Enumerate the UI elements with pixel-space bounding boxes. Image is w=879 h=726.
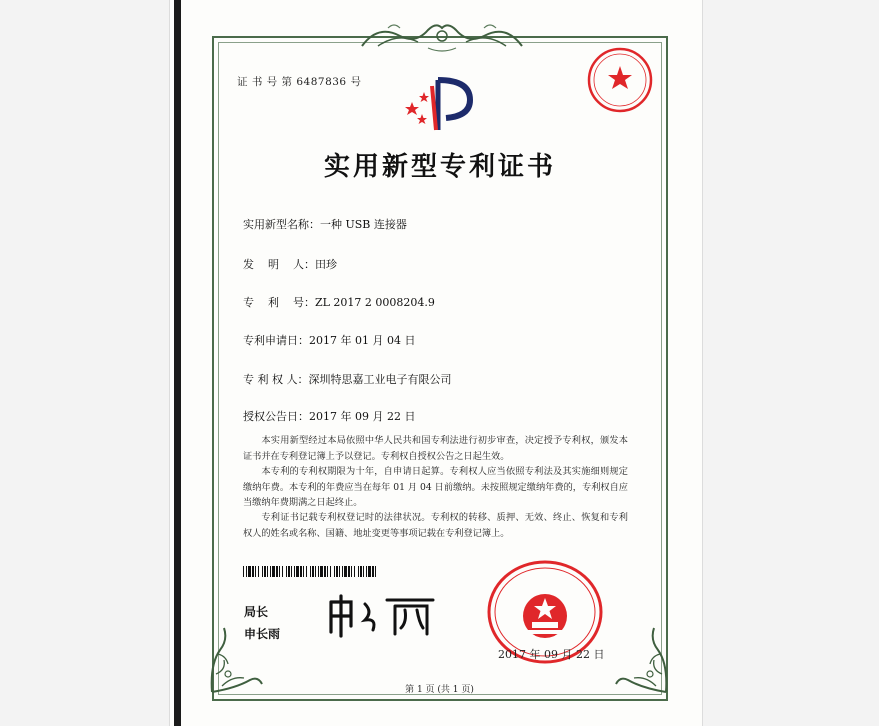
barcode [243, 566, 377, 577]
barcode-bar [363, 566, 364, 577]
grant-date: 授权公告日：2017 年 09 月 22 日 [243, 410, 416, 423]
barcode-bar [312, 566, 314, 577]
barcode-bar [344, 566, 347, 577]
barcode-bar [272, 566, 275, 577]
paragraph-grant: 本实用新型经过本局依照中华人民共和国专利法进行初步审查，决定授予专利权，颁发本证书并在专利登记簿上予以登记。专利权自授权公告之日起生效。 [243, 435, 628, 462]
barcode-bar [279, 566, 280, 577]
barcode-bar [375, 566, 376, 577]
patent-owner: 专 利 权 人：深圳特思嘉工业电子有限公司 [243, 373, 452, 386]
barcode-bar [324, 566, 326, 577]
barcode-bar [360, 566, 362, 577]
application-date: 专利申请日：2017 年 01 月 04 日 [243, 334, 416, 347]
barcode-bar [368, 566, 371, 577]
barcode-bar [288, 566, 290, 577]
page-number: 第 1 页 (共 1 页) [405, 685, 474, 695]
top-ornament-icon [358, 18, 526, 54]
barcode-bar [243, 566, 244, 577]
barcode-bar [248, 566, 251, 577]
paragraph-term: 本专利的专利权期限为十年，自申请日起算。专利权人应当依照专利法及其实施细则规定缴纳年费。本专利的年费应当在每年 01 月 04 日前缴纳。未按照规定缴纳年费的，专利权自应当缴纳年费期满之日起终止。 [243, 466, 628, 509]
barcode-bar [286, 566, 287, 577]
barcode-bar [270, 566, 271, 577]
barcode-bar [348, 566, 350, 577]
barcode-bar [339, 566, 340, 577]
barcode-bar [315, 566, 316, 577]
barcode-bar [258, 566, 259, 577]
patent-office-logo-icon [398, 74, 482, 136]
barcode-bar [294, 566, 295, 577]
barcode-bar [267, 566, 268, 577]
barcode-bar [330, 566, 331, 577]
barcode-bar [320, 566, 323, 577]
agency-seal [586, 46, 654, 114]
certificate-title: 实用新型专利证书 [323, 152, 556, 182]
director-name: 申长雨 [244, 627, 281, 641]
barcode-bar [282, 566, 283, 577]
scan-edge-shadow [174, 0, 181, 726]
barcode-bar [310, 566, 311, 577]
director-title: 局长 [244, 605, 269, 619]
inventor: 发 明 人：田珍 [243, 258, 337, 271]
issue-date: 2017 年 09 月 22 日 [498, 648, 605, 661]
barcode-bar [327, 566, 328, 577]
barcode-bar [366, 566, 367, 577]
barcode-bar [351, 566, 352, 577]
barcode-bar [303, 566, 304, 577]
barcode-bar [296, 566, 299, 577]
barcode-bar [318, 566, 319, 577]
barcode-bar [306, 566, 307, 577]
barcode-bar [276, 566, 278, 577]
director-signature [325, 592, 437, 638]
barcode-bar [291, 566, 292, 577]
barcode-bar [342, 566, 343, 577]
utility-model-name: 实用新型名称：一种 USB 连接器 [243, 218, 407, 231]
barcode-bar [264, 566, 266, 577]
patent-number: 专 利 号：ZL 2017 2 0008204.9 [243, 296, 435, 309]
certificate-number: 证 书 号 第 6487836 号 [237, 76, 362, 88]
barcode-bar [252, 566, 254, 577]
barcode-bar [334, 566, 335, 577]
barcode-bar [246, 566, 247, 577]
barcode-bar [262, 566, 263, 577]
barcode-bar [336, 566, 338, 577]
barcode-bar [372, 566, 374, 577]
barcode-bar [358, 566, 359, 577]
barcode-bar [300, 566, 302, 577]
paragraph-legal-status: 专利证书记载专利权登记时的法律状况。专利权的转移、质押、无效、终止、恢复和专利权人的姓名或名称、国籍、地址变更等事项记载在专利登记簿上。 [243, 512, 628, 539]
barcode-bar [255, 566, 256, 577]
barcode-bar [354, 566, 355, 577]
